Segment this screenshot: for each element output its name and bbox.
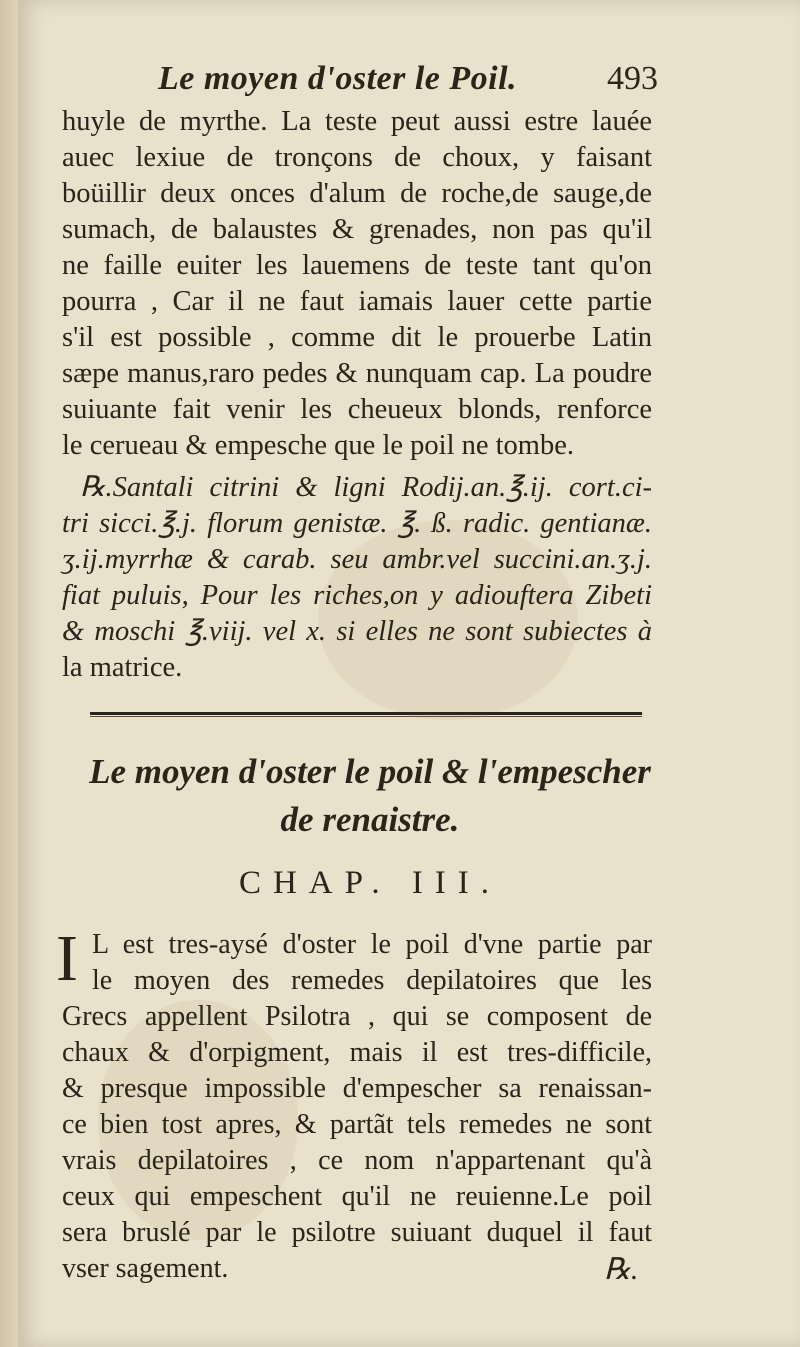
- text-line: ce bien tost apres, & partãt tels remedes ne sont: [62, 1109, 652, 1140]
- text-line: vrais depilatoires , ce nom n'appartenant qu'à: [62, 1145, 652, 1176]
- chapter-label: CHAP. III.: [238, 865, 502, 901]
- text-line: sæpe manus,raro pedes & nunquam cap. La poudre: [62, 358, 652, 389]
- recipe-line: la matrice.: [62, 652, 183, 683]
- text-line: Grecs appellent Psilotra , qui se composent de: [62, 1001, 652, 1032]
- text-line: ne faille euiter les lauemens de teste tant qu'on: [62, 250, 652, 281]
- page-number: 493: [607, 60, 658, 97]
- book-gutter: [0, 0, 18, 1347]
- page-header: [158, 60, 658, 100]
- text-line: auec lexiue de tronçons de choux, y faisant: [62, 142, 652, 173]
- text-line: pourra , Car il ne faut iamais lauer cette partie: [62, 286, 652, 317]
- drop-cap: I: [56, 922, 78, 995]
- text-line: L est tres-aysé d'oster le poil d'vne partie par: [92, 929, 652, 960]
- text-line: chaux & d'orpigment, mais il est tres-difficile,: [62, 1037, 652, 1068]
- chapter-title: Le moyen d'oster le poil & l'empescher: [89, 752, 651, 791]
- text-line: suiuante fait venir les cheueux blonds, renforce: [62, 394, 652, 425]
- recipe-line: tri sicci.℥.j. florum genistæ. ℥. ß. radic. gentianæ.: [62, 508, 652, 539]
- text-line: vser sagement.: [62, 1253, 229, 1284]
- recipe-line: & moschi ℥.viij. vel x. si elles ne sont subiectes à: [62, 616, 652, 647]
- text-line: huyle de myrthe. La teste peut aussi estre lauée: [62, 106, 652, 137]
- chapter-title-line2: de renaistre.: [280, 800, 460, 839]
- text-line: ceux qui empeschent qu'il ne reuienne.Le poil: [62, 1181, 652, 1212]
- section-divider-thin: [90, 716, 642, 717]
- text-line: sera bruslé par le psilotre suiuant duquel il faut: [62, 1217, 652, 1248]
- text-line: le cerueau & empesche que le poil ne tombe.: [62, 430, 574, 461]
- section-divider: [90, 712, 642, 715]
- running-title: Le moyen d'oster le Poil.: [158, 60, 518, 97]
- catchword: ℞.: [604, 1253, 639, 1286]
- text-line: le moyen des remedes depilatoires que les: [92, 965, 652, 996]
- text-line: & presque impossible d'empescher sa renaissan-: [62, 1073, 652, 1104]
- recipe-line: ʒ.ij.myrrhæ & carab. seu ambr.vel succini.an.ʒ.j.: [62, 544, 652, 575]
- text-line: boüillir deux onces d'alum de roche,de sauge,de: [62, 178, 652, 209]
- recipe-line: fiat puluis, Pour les riches,on y adiouftera Zibeti: [62, 580, 652, 611]
- recipe-line: ℞.Santali citrini & ligni Rodij.an.℥.ij. cort.ci-: [80, 472, 652, 503]
- text-line: s'il est possible , comme dit le prouerbe Latin: [62, 322, 652, 353]
- text-line: sumach, de balaustes & grenades, non pas qu'il: [62, 214, 652, 245]
